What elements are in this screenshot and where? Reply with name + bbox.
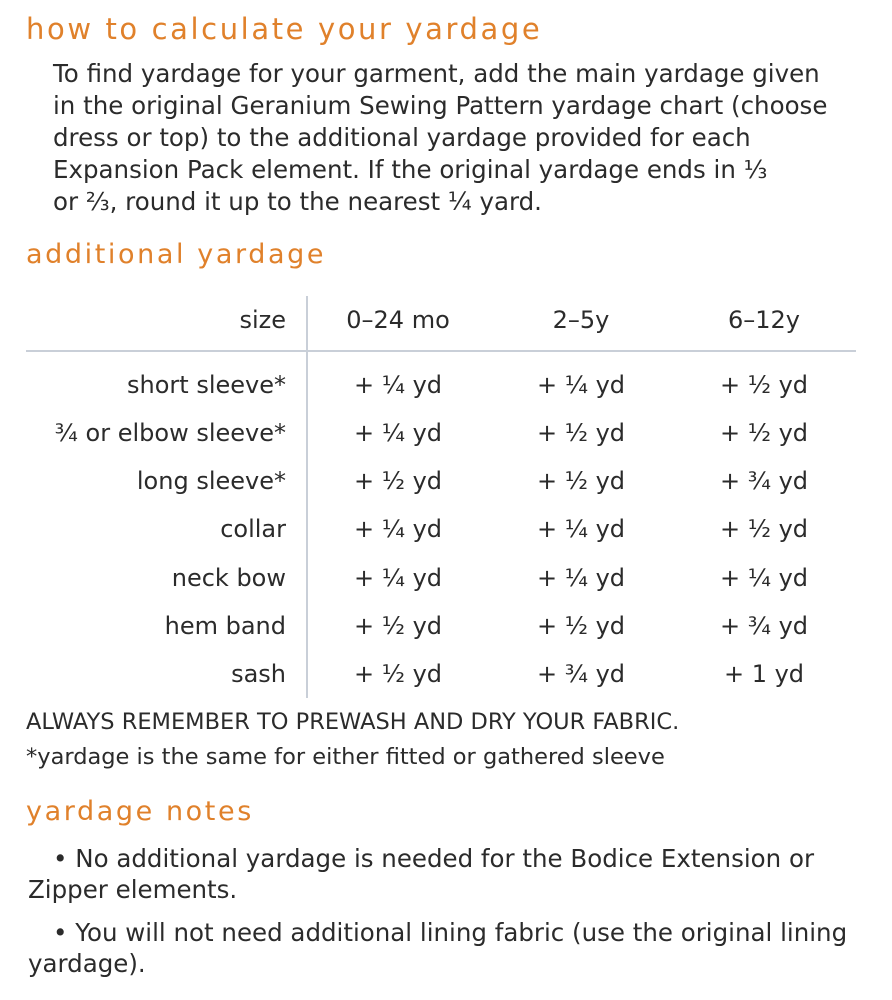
- table-vertical-divider: [306, 296, 308, 698]
- table-cell: + ½ yd: [536, 612, 626, 640]
- intro-line: dress or top) to the additional yardage provided for each: [53, 123, 751, 152]
- table-cell: + ¼ yd: [353, 515, 443, 543]
- note-bullet: [28, 917, 883, 979]
- table-header-0-24mo: 0–24 mo: [346, 306, 450, 334]
- section-heading-notes: yardage notes: [26, 796, 254, 827]
- table-cell: + ½ yd: [719, 515, 809, 543]
- table-cell: + ½ yd: [353, 467, 443, 495]
- table-header-divider: [26, 350, 856, 352]
- table-cell: + ¼ yd: [536, 371, 626, 399]
- table-cell: + ¾ yd: [536, 660, 626, 688]
- table-cell: + ½ yd: [719, 371, 809, 399]
- sleeve-footnote: *yardage is the same for either fitted or gathered sleeve: [26, 744, 665, 770]
- row-label: long sleeve*: [136, 467, 286, 495]
- intro-line: Expansion Pack element. If the original yardage ends in ⅓: [53, 155, 768, 184]
- row-label: ¾ or elbow sleeve*: [54, 419, 286, 447]
- row-label: sash: [231, 660, 286, 688]
- table-cell: + 1 yd: [723, 660, 805, 688]
- intro-line: in the original Geranium Sewing Pattern yardage chart (choose: [53, 91, 828, 120]
- note-bullet-line: • No additional yardage is needed for the Bodice Extension or: [53, 844, 815, 873]
- table-header-size: size: [239, 306, 286, 334]
- note-bullet: [28, 843, 883, 905]
- table-cell: + ¾ yd: [719, 612, 809, 640]
- row-label: hem band: [164, 612, 286, 640]
- table-cell: + ½ yd: [536, 419, 626, 447]
- table-cell: + ¼ yd: [536, 515, 626, 543]
- table-cell: + ½ yd: [719, 419, 809, 447]
- intro-line: To find yardage for your garment, add the main yardage given: [53, 59, 820, 88]
- table-header-6-12y: 6–12y: [727, 306, 801, 334]
- section-heading-calculate: how to calculate your yardage: [26, 12, 543, 46]
- table-cell: + ¾ yd: [719, 467, 809, 495]
- table-cell: + ¼ yd: [353, 371, 443, 399]
- table-cell: + ½ yd: [353, 612, 443, 640]
- table-cell: + ½ yd: [536, 467, 626, 495]
- table-cell: + ¼ yd: [536, 564, 626, 592]
- table-header-2-5y: 2–5y: [552, 306, 610, 334]
- table-cell: + ½ yd: [353, 660, 443, 688]
- table-cell: + ¼ yd: [353, 564, 443, 592]
- section-heading-additional: additional yardage: [26, 239, 327, 270]
- intro-paragraph: [53, 58, 889, 218]
- note-bullet-line: yardage).: [28, 949, 146, 978]
- note-bullet-line: • You will not need additional lining fabric (use the original lining: [53, 918, 848, 947]
- row-label: collar: [220, 515, 286, 543]
- table-cell: + ¼ yd: [353, 419, 443, 447]
- table-cell: + ¼ yd: [719, 564, 809, 592]
- note-bullet-line: Zipper elements.: [28, 875, 238, 904]
- intro-line: or ⅔, round it up to the nearest ¼ yard.: [53, 187, 542, 216]
- row-label: short sleeve*: [127, 371, 286, 399]
- prewash-warning: ALWAYS REMEMBER TO PREWASH AND DRY YOUR FABRIC.: [26, 709, 680, 735]
- row-label: neck bow: [171, 564, 286, 592]
